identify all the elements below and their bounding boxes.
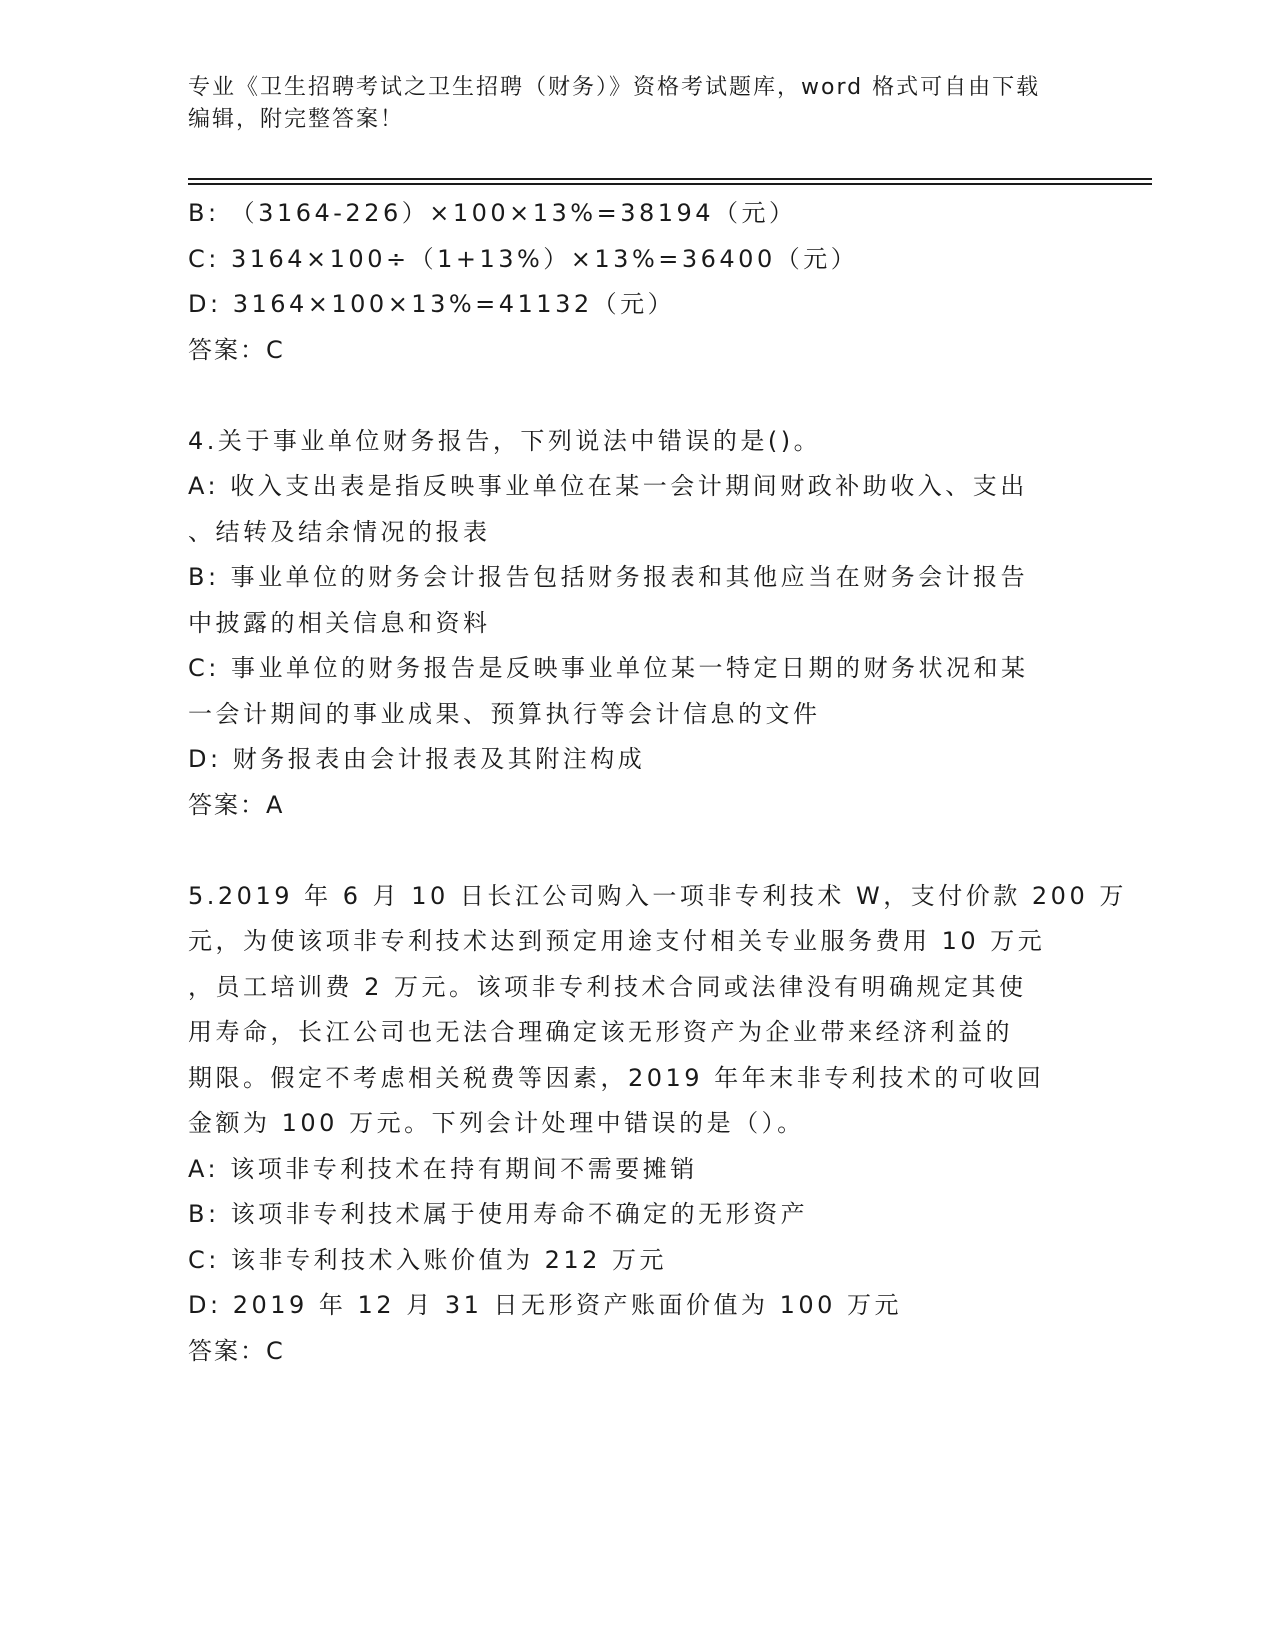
spacer: [188, 373, 1088, 419]
q3-answer: 答案：C: [188, 335, 285, 364]
question-content: [188, 191, 1127, 1374]
q4-option-b-line-1: B: 事业单位的财务会计报告包括财务报表和其他应当在财务会计报告: [188, 563, 1029, 591]
header-line-2: 编辑，附完整答案！: [188, 107, 405, 132]
q3-option-b: B: （3164-226）×100×13%=38194（元）: [188, 199, 797, 227]
question-4: [188, 419, 1088, 829]
q5-option-d: D: 2019 年 12 月 31 日无形资产账面价值为 100 万元: [188, 1291, 903, 1319]
q3-option-c: C: 3164×100÷（1+13%）×13%=36400（元）: [188, 244, 859, 273]
q5-stem-line-5: 期限。假定不考虑相关税费等因素，2019 年年末非专利技术的可收回: [188, 1063, 1045, 1092]
header-divider-top: [188, 178, 1152, 180]
q4-stem: 4.关于事业单位财务报告，下列说法中错误的是()。: [188, 426, 822, 455]
question-3: [188, 191, 1088, 373]
q5-stem-line-2: 元，为使该项非专利技术达到预定用途支付相关专业服务费用 10 万元: [188, 927, 1046, 955]
q5-answer: 答案：C: [188, 1336, 285, 1365]
q5-stem-line-6: 金额为 100 万元。下列会计处理中错误的是（）。: [188, 1109, 805, 1137]
q4-answer: 答案：A: [188, 790, 285, 819]
q5-stem-line-3: ，员工培训费 2 万元。该项非专利技术合同或法律没有明确规定其使: [188, 972, 1027, 1001]
q4-option-d: D: 财务报表由会计报表及其附注构成: [188, 745, 646, 773]
header-line-1: 专业《卫生招聘考试之卫生招聘（财务）》资格考试题库，word 格式可自由下载: [188, 75, 1041, 100]
q4-option-a-line-2: 、结转及结余情况的报表: [188, 517, 491, 546]
q5-option-a: A: 该项非专利技术在持有期间不需要摊销: [188, 1154, 698, 1183]
q4-option-b-line-2: 中披露的相关信息和资料: [188, 608, 491, 637]
q5-stem-line-1: 5.2019 年 6 月 10 日长江公司购入一项非专利技术 W，支付价款 200 万: [188, 881, 1127, 910]
q3-option-d: D: 3164×100×13%=41132（元）: [188, 290, 676, 318]
q5-stem-line-4: 用寿命，长江公司也无法合理确定该无形资产为企业带来经济利益的: [188, 1018, 1013, 1046]
q4-option-c-line-1: C: 事业单位的财务报告是反映事业单位某一特定日期的财务状况和某: [188, 654, 1029, 682]
q4-option-c-line-2: 一会计期间的事业成果、预算执行等会计信息的文件: [188, 699, 821, 728]
header-divider-bottom: [188, 183, 1152, 185]
q5-option-c: C: 该非专利技术入账价值为 212 万元: [188, 1245, 668, 1274]
q4-option-a-line-1: A: 收入支出表是指反映事业单位在某一会计期间财政补助收入、支出: [188, 472, 1028, 500]
question-5: [188, 874, 1127, 1375]
q5-option-b: B: 该项非专利技术属于使用寿命不确定的无形资产: [188, 1200, 809, 1228]
spacer: [188, 828, 1088, 874]
page-header: [188, 72, 1088, 136]
